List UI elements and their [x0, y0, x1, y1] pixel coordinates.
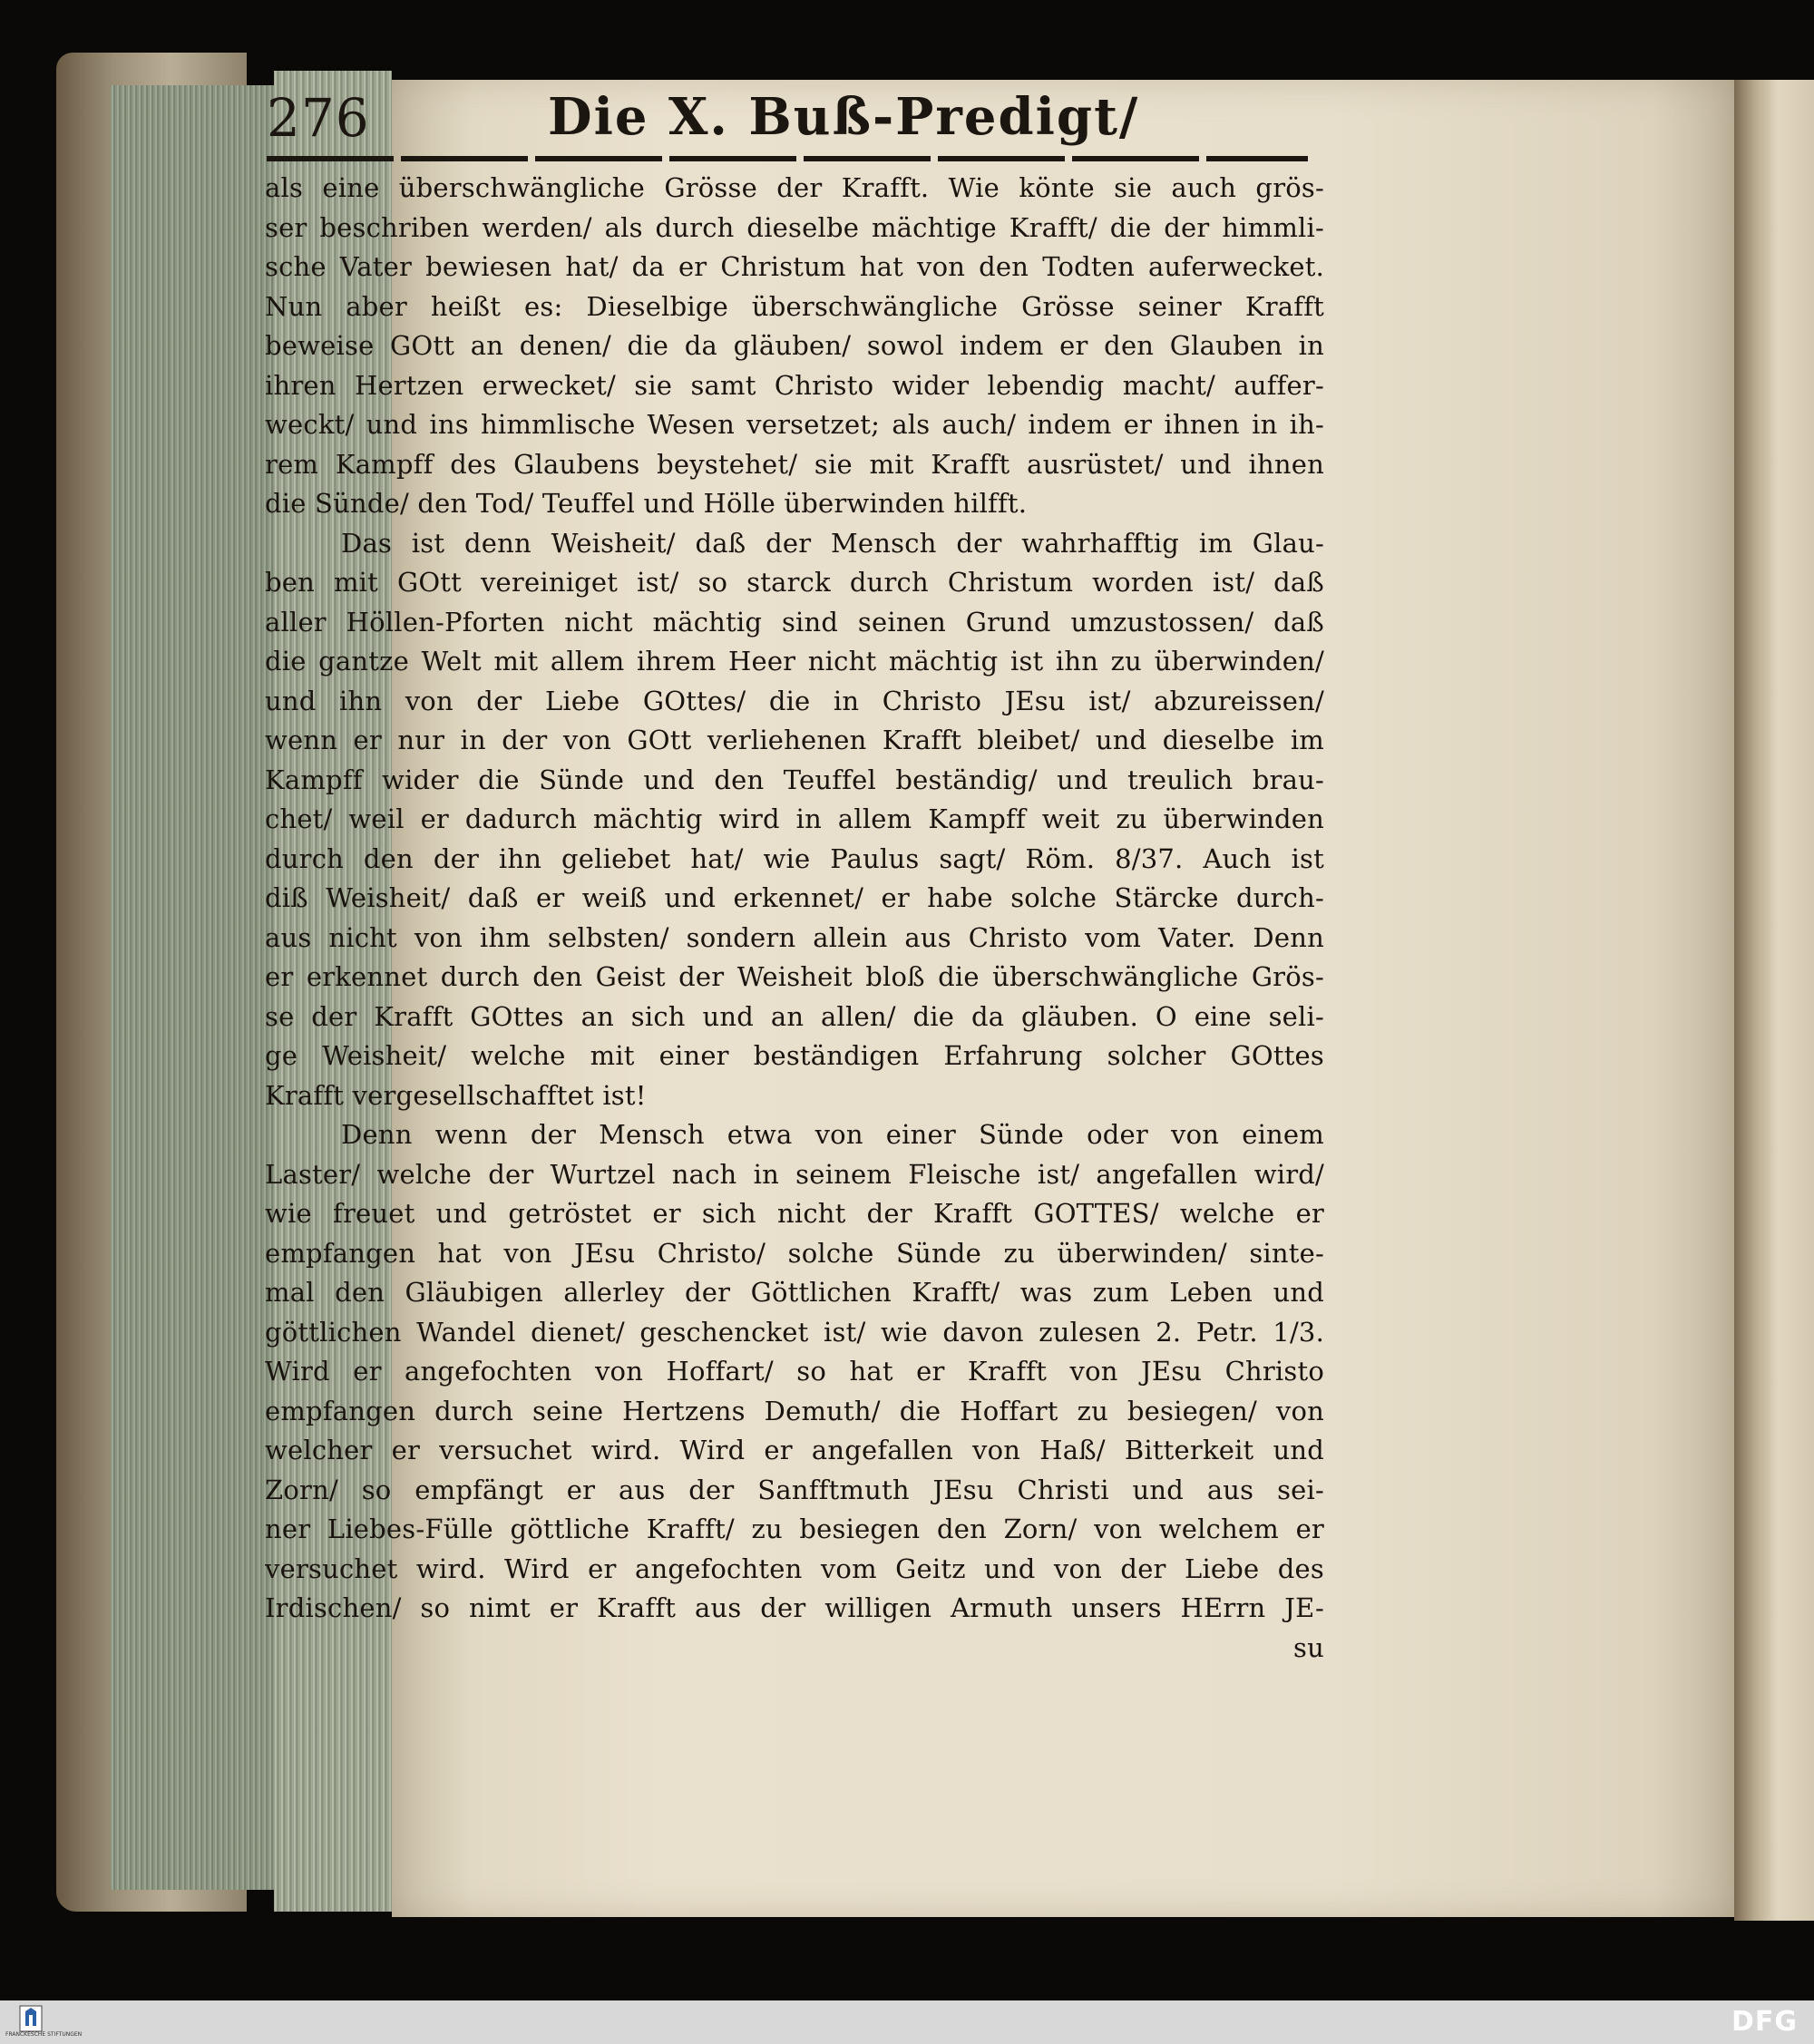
text-line: er erkennet durch den Geist der Weisheit bloß die überschwängliche Grös- — [265, 961, 1324, 992]
catchword: su — [1293, 1631, 1324, 1663]
text-line: Das ist denn Weisheit/ daß der Mensch der wahrhafftig im Glau- — [341, 527, 1324, 559]
dfg-logo: DFG — [1731, 2006, 1798, 2038]
text-line: Zorn/ so empfängt er aus der Sanfftmuth JEsu Christi und aus sei- — [265, 1474, 1324, 1505]
text-line: wie freuet und getröstet er sich nicht der Krafft GOTTES/ welche er — [265, 1198, 1324, 1229]
text-line: Denn wenn der Mensch etwa von einer Sünde oder von einem — [341, 1119, 1324, 1150]
text-line: beweise GOtt an denen/ die da gläuben/ sowol indem er den Glauben in — [265, 330, 1324, 361]
page-edges — [111, 85, 274, 1890]
text-line: rem Kampff des Glaubens beystehet/ sie mit Krafft ausrüstet/ und ihnen — [265, 448, 1324, 480]
text-line: wenn er nur in der von GOtt verliehenen Krafft bleibet/ und dieselbe im — [265, 725, 1324, 755]
text-line: Krafft vergesellschafftet ist! — [265, 1079, 647, 1111]
text-line: ser beschriben werden/ als durch dieselbe mächtige Krafft/ die der himmli- — [265, 211, 1324, 243]
text-line: welcher er versuchet wird. Wird er angefallen von Haß/ Bitterkeit und — [265, 1435, 1324, 1465]
text-line: empfangen hat von JEsu Christo/ solche Sünde zu überwinden/ sinte- — [265, 1237, 1324, 1269]
text-line: und ihn von der Liebe GOttes/ die in Christo JEsu ist/ abzureissen/ — [265, 685, 1324, 716]
text-line: göttlichen Wandel dienet/ geschencket ist/ wie davon zulesen 2. Petr. 1/3. — [265, 1316, 1324, 1348]
text-line: weckt/ und ins himmlische Wesen versetzet; als auch/ indem er ihnen in ih- — [265, 409, 1324, 440]
text-line: se der Krafft GOttes an sich und an allen/ die da gläuben. O eine seli- — [265, 1000, 1324, 1032]
text-line: mal den Gläubigen allerley der Göttlichen Krafft/ was zum Leben und — [265, 1277, 1324, 1308]
footer-bar — [0, 2000, 1814, 2044]
text-line: durch den der ihn geliebet hat/ wie Paulus sagt/ Röm. 8/37. Auch ist — [265, 842, 1324, 874]
text-line: ge Weisheit/ welche mit einer beständigen Erfahrung solcher GOttes — [265, 1040, 1324, 1071]
text-line: als eine überschwängliche Grösse der Krafft. Wie könte sie auch grös- — [265, 172, 1324, 203]
francke-foundation-label: FRANCKESCHE STIFTUNGEN — [5, 2031, 83, 2038]
text-line: empfangen durch seine Hertzens Demuth/ die Hoffart zu besiegen/ von — [265, 1395, 1324, 1426]
text-line: Irdischen/ so nimt er Krafft aus der willigen Armuth unsers HErrn JE- — [265, 1592, 1324, 1623]
text-line: versuchet wird. Wird er angefochten vom Geitz und von der Liebe des — [265, 1552, 1324, 1584]
page-number: 276 — [267, 87, 370, 149]
text-line: die Sünde/ den Tod/ Teuffel und Hölle überwinden hilfft. — [265, 488, 1028, 519]
text-line: ben mit GOtt vereiniget ist/ so starck durch Christum worden ist/ daß — [265, 567, 1324, 598]
facing-page-edge — [1734, 80, 1814, 1921]
header-rule — [267, 156, 1308, 161]
text-line: Wird er angefochten von Hoffart/ so hat er Krafft von JEsu Christo — [265, 1356, 1324, 1387]
text-line: ihren Hertzen erwecket/ sie samt Christo wider lebendig macht/ auffer- — [265, 369, 1324, 401]
text-line: aller Höllen-Pforten nicht mächtig sind seinen Grund umzustossen/ daß — [265, 606, 1324, 638]
text-line: ner Liebes-Fülle göttliche Krafft/ zu besiegen den Zorn/ von welchem er — [265, 1514, 1324, 1544]
text-line: Laster/ welche der Wurtzel nach in seinem Fleische ist/ angefallen wird/ — [265, 1158, 1324, 1190]
running-title: Die X. Buß-Predigt/ — [548, 87, 1140, 147]
page-header — [267, 87, 1337, 151]
text-line: Kampff wider die Sünde und den Teuffel beständig/ und treulich brau- — [265, 764, 1324, 795]
text-line: chet/ weil er dadurch mächtig wird in allem Kampff weit zu überwinden — [265, 803, 1324, 834]
text-line: die gantze Welt mit allem ihrem Heer nicht mächtig ist ihn zu überwinden/ — [265, 646, 1324, 676]
body-text — [265, 169, 1324, 1668]
text-line: Nun aber heißt es: Dieselbige überschwängliche Grösse seiner Krafft — [265, 290, 1324, 322]
text-line: sche Vater bewiesen hat/ da er Christum hat von den Todten auferwecket. — [265, 251, 1324, 282]
text-line: diß Weisheit/ daß er weiß und erkennet/ er habe solche Stärcke durch- — [265, 882, 1324, 913]
text-line: aus nicht von ihm selbsten/ sondern allein aus Christo vom Vater. Denn — [265, 921, 1324, 953]
